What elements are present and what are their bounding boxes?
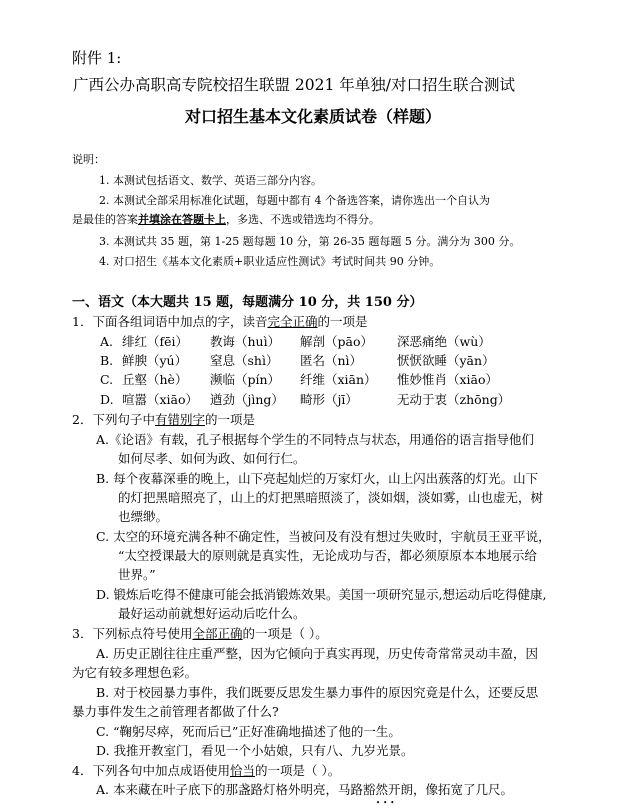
- stem-text: 的一项是（ ）。: [242, 626, 328, 641]
- stem-text: 1．下面各组词语中加点的字，读音: [72, 314, 268, 329]
- q2-option-c-cont: 世界。”: [118, 567, 156, 582]
- option-word: 纤维（xiān）: [300, 372, 377, 387]
- q2-option-b-cont: 也缥缈。: [118, 509, 169, 524]
- option-word: 濒临（pín）: [210, 372, 281, 387]
- emphasis-dots: •••: [376, 799, 398, 807]
- option-letter: B.: [100, 353, 114, 368]
- q2-option-d: D. 锻炼后吃得不健康可能会抵消锻炼效果。美国一项研究显示,想运动后吃得健康,: [96, 587, 547, 602]
- option-word: 匿名（nì）: [300, 353, 363, 368]
- stem-underlined: 恰当: [229, 763, 255, 778]
- option-letter: A.: [100, 334, 114, 349]
- stem-text: 的一项是（ ）。: [254, 763, 341, 778]
- option-word: 喧嚣（xiāo）: [122, 392, 199, 407]
- q3-option-a-cont: 为它有较多理想色彩。: [72, 665, 198, 680]
- option-word: 深恶痛绝（wù）: [397, 334, 491, 349]
- note-item-2: 2. 本测试全部采用标准化试题，每题中都有 4 个备选答案，请你选出一个自认为: [99, 194, 490, 207]
- stem-text: 2．下列句子中: [72, 412, 155, 427]
- note-text: ，多选、不选或错选均不得分。: [226, 213, 380, 226]
- stem-text: 3．下列标点符号使用: [72, 626, 193, 641]
- q2-option-c-cont: “太空授课最大的原则就是真实性，无论成功与否，都必须原原本本地展示给: [118, 548, 537, 563]
- notes-label: 说明：: [72, 153, 105, 166]
- stem-text: 4．下列各句中加点成语使用: [72, 763, 230, 778]
- q2-option-b: B. 每个夜幕深垂的晚上，山下亮起灿烂的万家灯火，山上闪出蔟落的灯光。山下: [96, 471, 539, 486]
- note-item-1: 1. 本测试包括语文、数学、英语三部分内容。: [99, 174, 322, 187]
- option-word: 丘壑（hè）: [122, 372, 188, 387]
- stem-underlined: 完全正确: [267, 314, 318, 329]
- q2-option-a-cont: 如何尽孝、如何为政、如何行仁。: [118, 451, 306, 466]
- note-text: 是最佳的答案: [72, 213, 138, 226]
- question-2-stem: [72, 411, 255, 429]
- option-word: 窒息（shì）: [210, 353, 279, 368]
- stem-underlined: 全部正确: [192, 626, 243, 641]
- option-letter: D.: [100, 392, 114, 407]
- exam-header-line: 广西公办高职高专院校招生联盟 2021 年单独/对口招生联合测试: [73, 76, 516, 94]
- option-word: 教诲（huì）: [210, 334, 281, 349]
- option-word: 鲜腴（yú）: [122, 353, 188, 368]
- q3-option-c: C. “鞠躬尽瘁，死而后已”正好准确地描述了他的一生。: [96, 724, 401, 739]
- question-4-stem: [72, 762, 340, 780]
- option-word: 无动于衷（zhōng）: [397, 392, 511, 407]
- section-heading: 一、语文（本大题共 15 题，每题满分 10 分，共 150 分）: [72, 295, 423, 310]
- option-word: 绯红（fēi）: [122, 334, 189, 349]
- note-emphasis: 并填涂在答题卡上: [138, 213, 226, 226]
- option-word: 恹恹欲睡（yān）: [397, 353, 495, 368]
- option-word: 解剖（pāo）: [300, 334, 373, 349]
- question-3-stem: [72, 625, 328, 643]
- note-item-3: 3. 本测试共 35 题，第 1-25 题每题 10 分，第 26-35 题每题 5 分。满分为 300 分。: [99, 235, 521, 248]
- q4-option-a: A. 本来藏在叶子底下的那盏路灯格外明亮，马路豁然开朗，像拓宽了几尺。: [96, 782, 513, 797]
- option-word: 惟妙惟肖（xiāo）: [397, 372, 499, 387]
- note-item-2-cont: [72, 212, 380, 228]
- q2-option-d-cont: 最好运动前就想好运动后吃什么。: [118, 606, 306, 621]
- q3-option-d: D. 我推开教室门，看见一个小姑娘，只有八、九岁光景。: [96, 743, 414, 758]
- q3-option-b: B. 对于校园暴力事件，我们既要反思发生暴力事件的原因究竟是什么，还要反思: [96, 685, 539, 700]
- note-item-4: 4. 对口招生《基本文化素质+职业适应性测试》考试时间共 90 分钟。: [99, 255, 441, 268]
- q3-option-b-cont: 暴力事件发生之前管理者都做了什么?: [72, 704, 279, 719]
- option-word: 遒劲（jìng）: [210, 392, 284, 407]
- attachment-label: 附件 1:: [72, 49, 122, 67]
- stem-text: 的一项是: [204, 412, 255, 427]
- page-title: 对口招生基本文化素质试卷（样题）: [184, 107, 441, 126]
- option-letter: C.: [100, 372, 114, 387]
- option-word: 畸形（jī）: [300, 392, 358, 407]
- q2-option-c: C. 太空的环境充满各种不确定性，当被问及有没有想过失败时，宇航员王亚平说，: [96, 529, 551, 544]
- q2-option-a: A.《论语》有载，孔子根据每个学生的不同特点与状态，用通俗的语言指导他们: [96, 432, 535, 447]
- question-1-stem: [72, 313, 368, 331]
- q2-option-b-cont: 的灯把黑暗照亮了，山上的灯把黑暗照淡了，淡如烟，淡如雾，山也虚无，树: [118, 490, 544, 505]
- stem-underlined: 有错别字: [154, 412, 205, 427]
- stem-text: 的一项是: [317, 314, 368, 329]
- q3-option-a: A. 历史正剧往往庄重严整，因为它倾向于真实再现，历史传奇常常灵动丰盈，因: [96, 646, 538, 661]
